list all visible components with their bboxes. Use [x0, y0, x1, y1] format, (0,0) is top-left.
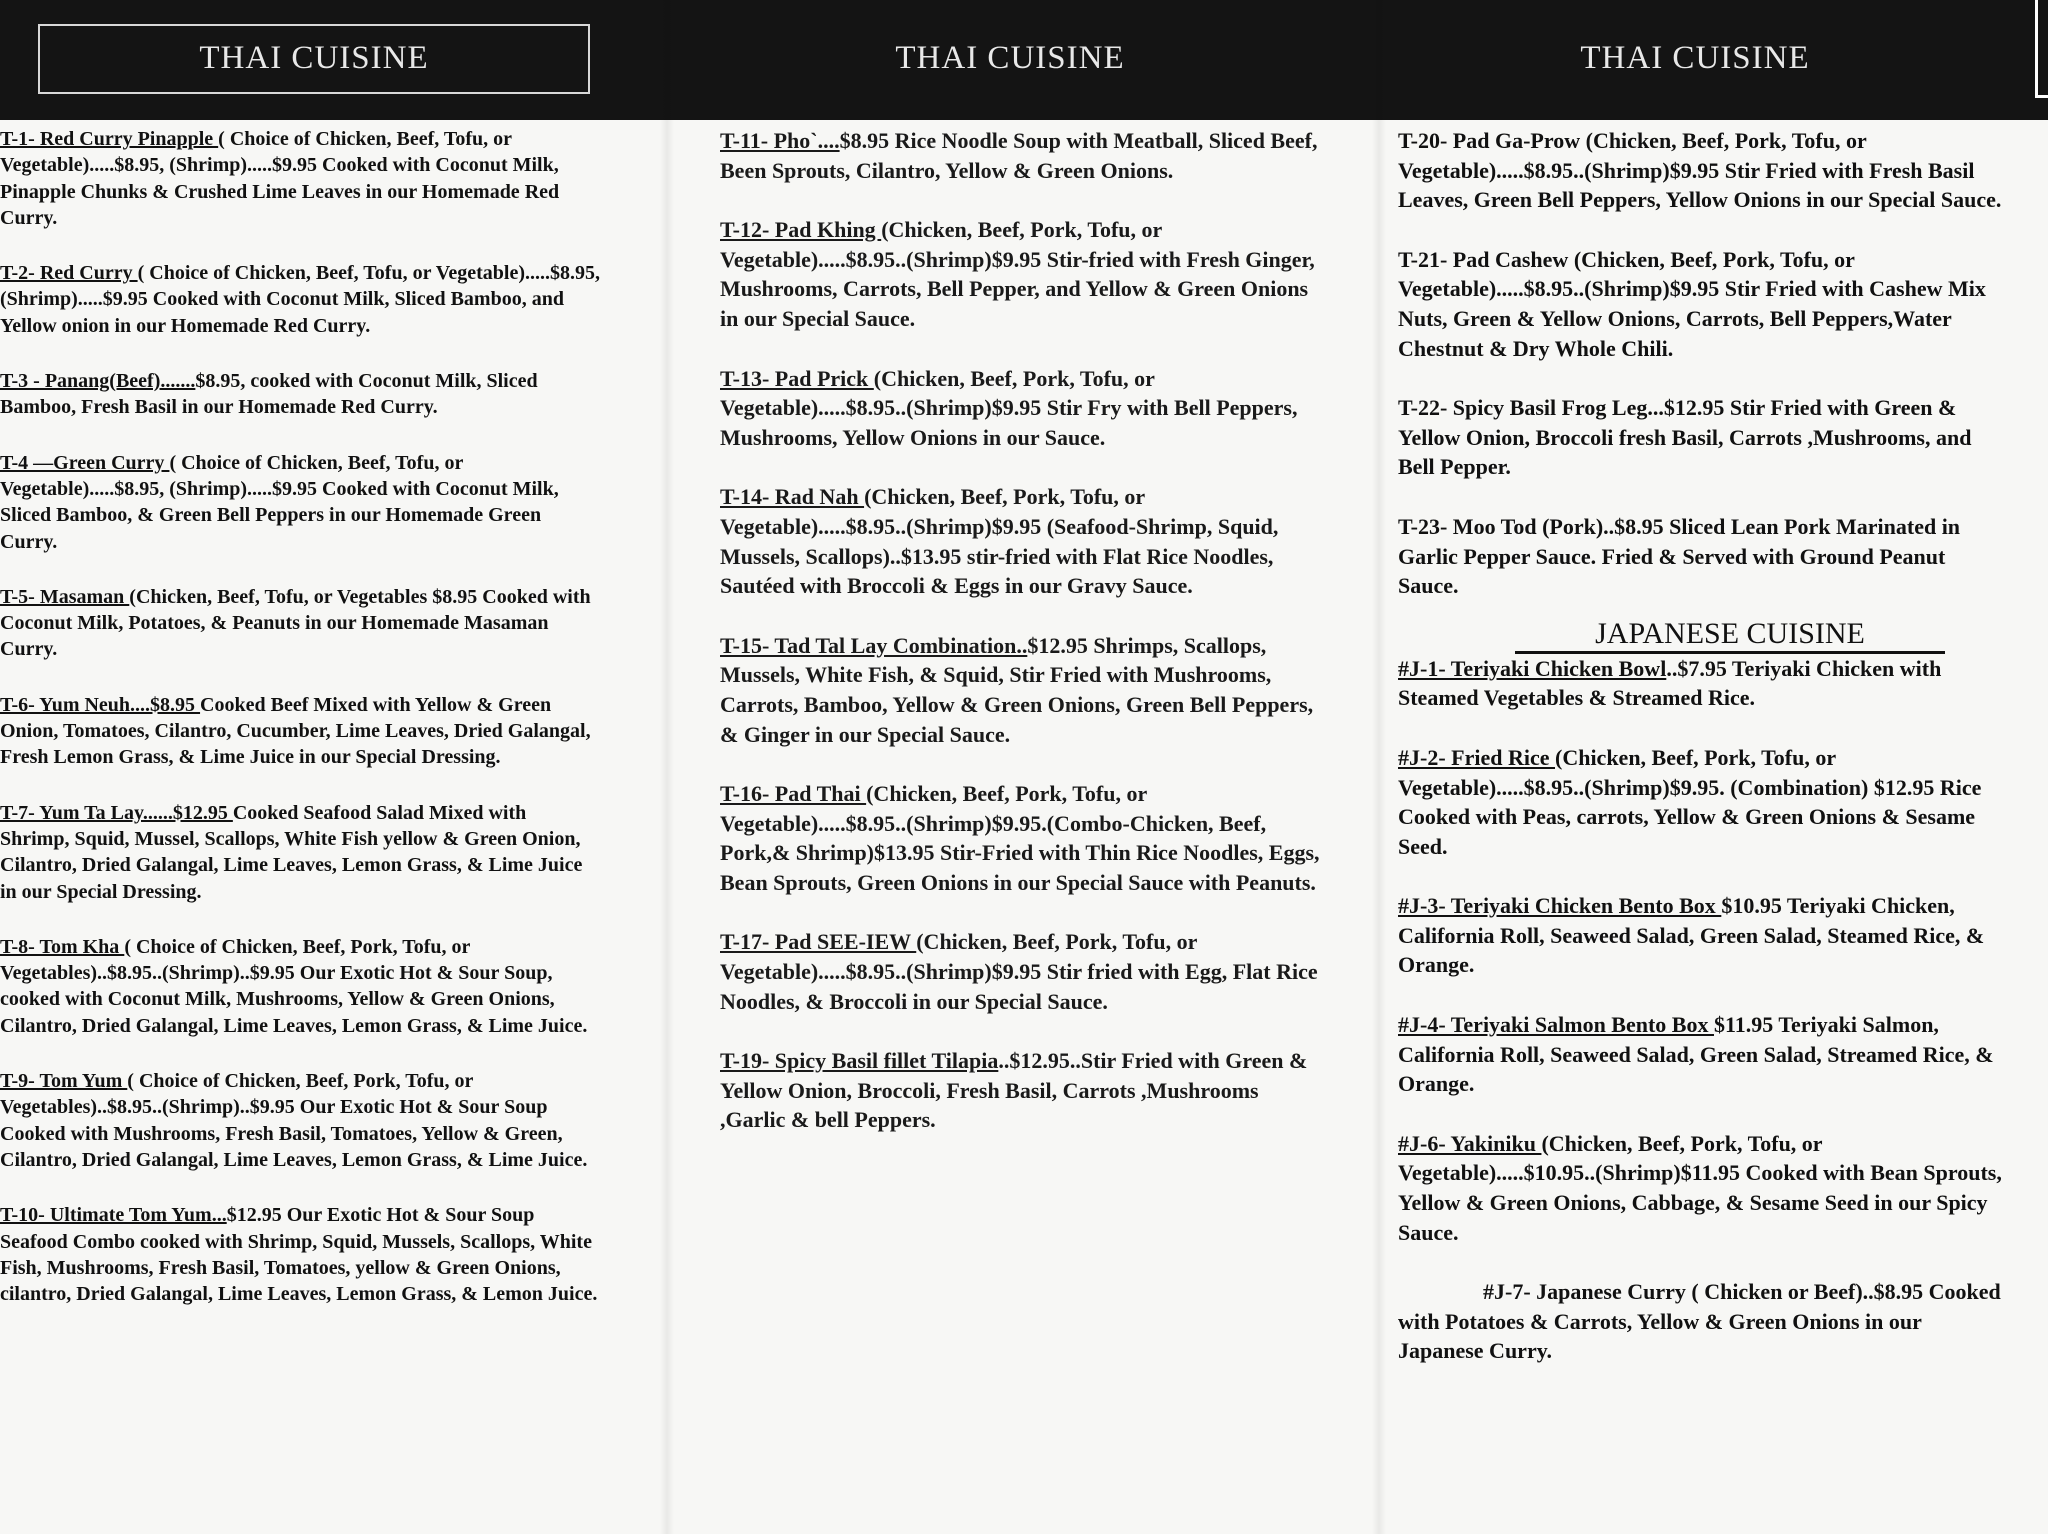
item-description: T-21- Pad Cashew (Chicken, Beef, Pork, Tofu, or Vegetable).....$8.95..(Shrimp)$9.95 Stir Fried with Cashew Mix Nuts, Green & Yellow Onions, Carrots, Bell Peppers,Water Chestnut & Dry Whole Chili.: [1398, 246, 1986, 361]
menu-item: [0, 800, 600, 905]
menu-item: [720, 364, 1325, 453]
item-description: (Chicken, Beef, Pork, Tofu, or Vegetable).....$8.95..(Shrimp)$9.95 Stir fried with Egg, Flat Rice Noodles, & Broccoli in our Special Sauce.: [720, 929, 1318, 1014]
menu-item: [1398, 393, 2008, 482]
item-name: T-7- Yum Ta Lay......$12.95: [0, 801, 233, 824]
item-name: T-1- Red Curry Pinapple: [0, 128, 219, 150]
item-name: T-4 —Green Curry: [0, 451, 170, 474]
page-fold: [1372, 0, 1386, 1534]
menu-item: [1398, 245, 2008, 363]
item-name: T-3 - Panang(Beef).......: [0, 370, 196, 393]
item-name: T-9- Tom Yum: [0, 1070, 128, 1093]
menu-item: [0, 692, 600, 771]
item-description: $12.95 Shrimps, Scallops, Mussels, White Fish, & Squid, Stir Fried with Mushrooms, Carrots, Bamboo, Yellow & Green Onions, Green Bell Peppers, & Ginger in our Special Sauce.: [720, 632, 1314, 747]
menu-item: [0, 260, 600, 339]
item-description: T-22- Spicy Basil Frog Leg...$12.95 Stir Fried with Green & Yellow Onion, Broccoli fresh Basil, Carrots ,Mushrooms, and Bell Pepper.: [1398, 395, 1972, 480]
item-name: T-17- Pad SEE-IEW: [720, 929, 917, 955]
column-title-2: THAI CUISINE: [895, 40, 1125, 76]
item-name: T-13- Pad Prick: [720, 365, 874, 391]
item-description: T-23- Moo Tod (Pork)..$8.95 Sliced Lean Pork Marinated in Garlic Pepper Sauce. Fried & Served with Ground Peanut Sauce.: [1398, 513, 1961, 599]
menu-item: [0, 368, 600, 421]
menu-item: [1398, 743, 2008, 861]
menu-item: [720, 927, 1325, 1016]
menu-item: [1398, 126, 2008, 215]
menu-item: [720, 1046, 1325, 1135]
item-description: (Chicken, Beef, Pork, Tofu, or Vegetable).....$10.95..(Shrimp)$11.95 Cooked with Bean Sprouts, Yellow & Green Onions, Cabbage, & Sesame Seed in our Spicy Sauce.: [1398, 1130, 2002, 1245]
item-description: Cooked Beef Mixed with Yellow & Green Onion, Tomatoes, Cilantro, Cucumber, Lime Leaves, Dried Galangal, Fresh Lemon Grass, & Lime Juice in our Special Dressing.: [0, 693, 591, 769]
item-name: #J-2- Fried Rice: [1398, 744, 1555, 770]
item-name: T-15- Tad Tal Lay Combination..: [720, 632, 1028, 658]
item-name: #J-6- Yakiniku: [1398, 1130, 1542, 1156]
section-title-japanese: JAPANESE CUISINE: [1515, 617, 1945, 654]
menu-item: [720, 779, 1325, 897]
item-description: ( Choice of Chicken, Beef, Tofu, or Vegetable).....$8.95, (Shrimp).....$9.95 Cooked with Coconut Milk, Sliced Bamboo, & Green Bell Peppers in our Homemade Green Curry.: [0, 451, 559, 553]
item-description: (Chicken, Beef, Pork, Tofu, or Vegetable).....$8.95..(Shrimp)$9.95 Stir-fried with Fresh Ginger, Mushrooms, Carrots, Bell Pepper, and Yellow & Green Onions in our Special Sauce.: [720, 217, 1315, 331]
menu-column-1: [0, 126, 600, 1336]
menu-item: [0, 1068, 600, 1173]
item-name: #J-1- Teriyaki Chicken Bowl: [1398, 655, 1667, 681]
item-name: T-16- Pad Thai: [720, 781, 867, 807]
item-description: (Chicken, Beef, Pork, Tofu, or Vegetable).....$8.95..(Shrimp)$9.95 (Seafood-Shrimp, Squid, Mussels, Scallops)..$13.95 stir-fried with Flat Rice Noodles, Sautéed with Broccoli & Eggs in our Gravy Sauce.: [720, 484, 1279, 599]
item-description: (Chicken, Beef, Pork, Tofu, or Vegetable).....$8.95..(Shrimp)$9.95 Stir Fry with Bell Peppers, Mushrooms, Yellow Onions in our Sauce.: [720, 365, 1298, 450]
menu-item: [0, 1202, 600, 1307]
item-name: T-11- Pho`....: [720, 128, 840, 153]
item-description: T-20- Pad Ga-Prow (Chicken, Beef, Pork, Tofu, or Vegetable).....$8.95..(Shrimp)$9.95 Stir Fried with Fresh Basil Leaves, Green Bell Peppers, Yellow Onions in our Special Sauce.: [1398, 128, 2002, 213]
item-name: T-5- Masaman: [0, 585, 130, 608]
menu-item: [720, 215, 1325, 333]
item-description: (Chicken, Beef, Tofu, or Vegetables $8.95 Cooked with Coconut Milk, Potatoes, & Peanuts in our Homemade Masaman Curry.: [0, 585, 591, 661]
item-name: T-12- Pad Khing: [720, 217, 882, 243]
menu-item: [1398, 1277, 2008, 1366]
menu-item: [0, 126, 600, 231]
item-description: ( Choice of Chicken, Beef, Tofu, or Vegetable).....$8.95, (Shrimp).....$9.95 Cooked with Coconut Milk, Sliced Bamboo, and Yellow onion in our Homemade Red Curry.: [0, 262, 600, 337]
menu-item: [720, 631, 1325, 749]
item-name: #J-4- Teriyaki Salmon Bento Box: [1398, 1012, 1714, 1038]
item-description: $8.95, cooked with Coconut Milk, Sliced Bamboo, Fresh Basil in our Homemade Red Curry.: [0, 370, 538, 419]
item-description: ..$7.95 Teriyaki Chicken with Steamed Vegetables & Streamed Rice.: [1398, 655, 1942, 711]
item-description: (Chicken, Beef, Pork, Tofu, or Vegetable).....$8.95..(Shrimp)$9.95.(Combo-Chicken, Beef, Pork,& Shrimp)$13.95 Stir-Fried with Thin Rice Noodles, Eggs, Bean Sprouts, Green Onions in our Special Sauce with Peanuts.: [720, 781, 1320, 895]
item-name: T-6- Yum Neuh....$8.95: [0, 693, 201, 716]
menu-item: [1398, 512, 2008, 601]
menu-item: [720, 482, 1325, 600]
menu-item: [720, 126, 1325, 185]
menu-column-3: [1398, 126, 2008, 1396]
item-description: $12.95 Our Exotic Hot & Sour Soup Seafood Combo cooked with Shrimp, Squid, Mussels, Scallops, White Fish, Mushrooms, Fresh Basil, Tomatoes, yellow & Green Onions, cilantro, Dried Galangal, Lime Leaves, Lemon Grass, & Lemon Juice.: [0, 1204, 598, 1306]
menu-item: [0, 450, 600, 555]
menu-item: [1398, 654, 2008, 713]
item-description: Cooked Seafood Salad Mixed with Shrimp, Squid, Mussel, Scallops, White Fish yellow & Green Onion, Cilantro, Dried Galangal, Lime Leaves, Lemon Grass, & Lime Juice in our Special Dressing.: [0, 801, 583, 903]
item-description: ( Choice of Chicken, Beef, Tofu, or Vegetable).....$8.95, (Shrimp).....$9.95 Cooked with Coconut Milk, Pinapple Chunks & Crushed Lime Leaves in our Homemade Red Curry.: [0, 128, 560, 229]
item-description: $8.95 Rice Noodle Soup with Meatball, Sliced Beef, Been Sprouts, Cilantro, Yellow & Green Onions.: [720, 128, 1318, 183]
item-name: T-19- Spicy Basil fillet Tilapia: [720, 1048, 999, 1074]
item-name: T-14- Rad Nah: [720, 484, 865, 510]
item-name: #J-3- Teriyaki Chicken Bento Box: [1398, 893, 1722, 919]
item-name: T-8- Tom Kha: [0, 935, 125, 958]
item-description: ..$12.95..Stir Fried with Green & Yellow Onion, Broccoli, Fresh Basil, Carrots ,Mushrooms ,Garlic & bell Peppers.: [720, 1048, 1308, 1133]
menu-column-2: [720, 126, 1325, 1165]
column-title-3: THAI CUISINE: [1580, 40, 1810, 76]
menu-item: [1398, 891, 2008, 980]
item-name: T-10- Ultimate Tom Yum...: [0, 1204, 227, 1227]
item-description: ( Choice of Chicken, Beef, Pork, Tofu, or Vegetables)..$8.95..(Shrimp)..$9.95 Our Exotic Hot & Sour Soup Cooked with Mushrooms, Fresh Basil, Tomatoes, Yellow & Green, Cilantro, Dried Galangal, Lime Leaves, Lemon Grass, & Lime Juice.: [0, 1070, 588, 1171]
menu-item: [0, 584, 600, 663]
menu-item: [1398, 1129, 2008, 1247]
item-description: #J-7- Japanese Curry ( Chicken or Beef)..$8.95 Cooked with Potatoes & Carrots, Yellow & Green Onions in our Japanese Curry.: [1398, 1279, 2001, 1364]
item-description: $11.95 Teriyaki Salmon, California Roll, Seaweed Salad, Green Salad, Streamed Rice, & Orange.: [1398, 1012, 1994, 1097]
menu-item: [0, 934, 600, 1039]
item-description: (Chicken, Beef, Pork, Tofu, or Vegetable).....$8.95..(Shrimp)$9.95. (Combination) $12.95 Rice Cooked with Peas, carrots, Yellow & Green Onions & Sesame Seed.: [1398, 744, 1982, 859]
menu-header-bar: [0, 0, 2048, 120]
header-edge-mark: [2035, 0, 2048, 98]
item-description: ( Choice of Chicken, Beef, Pork, Tofu, or Vegetables)..$8.95..(Shrimp)..$9.95 Our Exotic Hot & Sour Soup, cooked with Coconut Milk, Mushrooms, Yellow & Green Onions, Cilantro, Dried Galangal, Lime Leaves, Lemon Grass, & Lime Juice.: [0, 935, 588, 1037]
item-description: $10.95 Teriyaki Chicken, California Roll, Seaweed Salad, Green Salad, Steamed Rice, & Orange.: [1398, 893, 1985, 978]
menu-item: [1398, 1010, 2008, 1099]
column-title-1: THAI CUISINE: [199, 40, 429, 76]
item-name: T-2- Red Curry: [0, 262, 138, 285]
page-fold: [660, 0, 674, 1534]
